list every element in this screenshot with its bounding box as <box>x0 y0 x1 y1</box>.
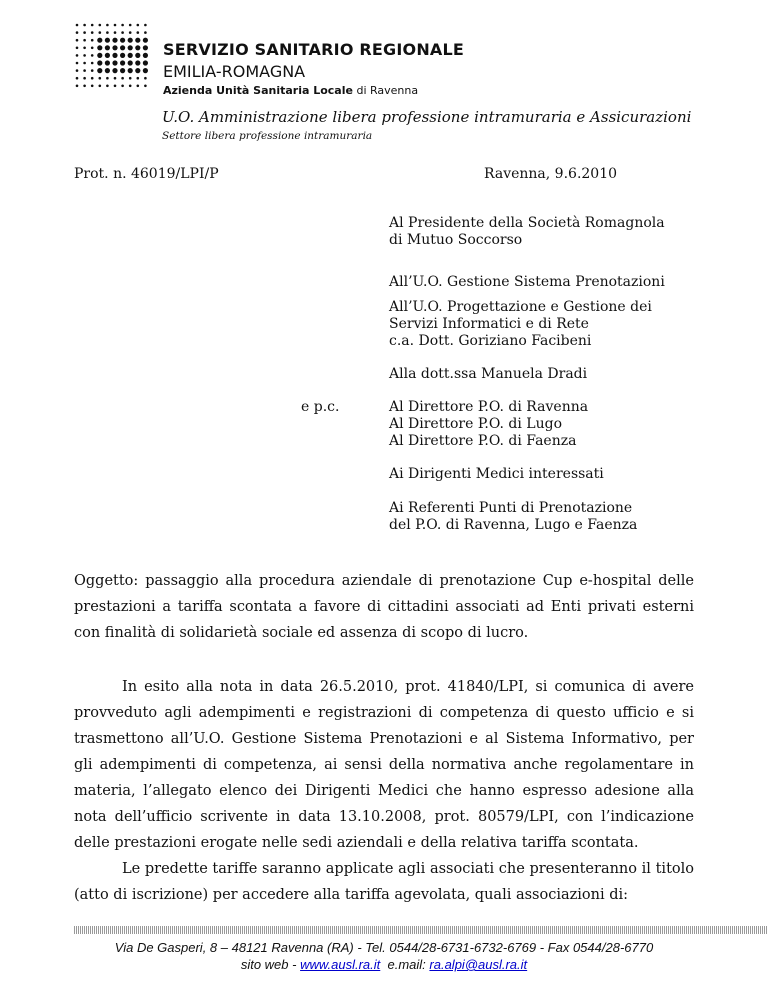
subject-line: Oggetto: passaggio alla procedura aziendale di prenotazione Cup e-hospital delle prestazioni a tariffa scontata a favore di cittadini associati ad Enti privati esterni con finalità di solidarietà sociale ed assenza di scopo di lucro. <box>74 573 694 641</box>
logo-dot <box>76 69 79 72</box>
logo-dot <box>121 85 124 88</box>
logo-dot <box>91 31 94 34</box>
logo-dot <box>99 31 102 34</box>
recipient-block: Ai Dirigenti Medici interessati <box>389 466 604 482</box>
footer-divider <box>74 926 768 934</box>
protocol-number: Prot. n. 46019/LPI/P <box>74 166 219 182</box>
logo-dot <box>129 31 132 34</box>
logo-dot <box>83 77 86 80</box>
logo-dot <box>121 31 124 34</box>
logo-dot <box>76 54 79 57</box>
logo-dot <box>128 60 133 65</box>
logo-dot <box>129 77 132 80</box>
logo-dot <box>83 31 86 34</box>
logo-dot <box>105 53 110 58</box>
logo-dot <box>144 85 147 88</box>
office-unit: U.O. Amministrazione libera professione intramuraria e Assicurazioni <box>162 108 692 126</box>
logo-dot <box>120 38 125 43</box>
cc-label: e p.c. <box>301 399 340 415</box>
logo-dot <box>105 45 110 50</box>
agency-name: Azienda Unità Sanitaria Locale di Ravenna <box>163 84 419 97</box>
logo-dot <box>97 68 102 73</box>
logo-dot <box>83 85 86 88</box>
logo-dot <box>97 45 102 50</box>
logo-dot <box>83 69 86 72</box>
logo-dot <box>76 47 79 50</box>
office-sector: Settore libera professione intramuraria <box>162 130 373 142</box>
logo-dot <box>76 77 79 80</box>
logo-dot <box>128 45 133 50</box>
logo-dot <box>143 68 148 73</box>
logo-dot <box>97 38 102 43</box>
logo-dot <box>112 60 117 65</box>
logo-dot <box>144 77 147 80</box>
logo-dot <box>91 69 94 72</box>
regional-health-logo <box>74 22 154 94</box>
logo-dot <box>76 85 79 88</box>
logo-dot <box>144 31 147 34</box>
logo-dot <box>143 53 148 58</box>
logo-dot <box>76 24 79 27</box>
logo-dot <box>83 39 86 42</box>
recipient-block: All’U.O. Gestione Sistema Prenotazioni <box>389 274 665 290</box>
logo-dot <box>143 45 148 50</box>
logo-dot <box>99 24 102 27</box>
logo-dot <box>91 62 94 65</box>
region-name: EMILIA-ROMAGNA <box>163 62 306 81</box>
logo-dot <box>97 53 102 58</box>
logo-dot <box>143 38 148 43</box>
logo-dot <box>114 24 117 27</box>
logo-dot <box>112 68 117 73</box>
body-paragraph: Le predette tariffe saranno applicate agli associati che presenteranno il titolo (atto di iscrizione) per accedere alla tariffa agevolata, quali associazioni di: <box>74 861 694 903</box>
logo-dot <box>128 38 133 43</box>
logo-dot <box>76 31 79 34</box>
logo-dot <box>91 54 94 57</box>
email-link[interactable]: ra.alpi@ausl.ra.it <box>429 957 528 972</box>
letter-date: Ravenna, 9.6.2010 <box>484 166 618 182</box>
logo-dot <box>128 68 133 73</box>
recipient-block: Ai Referenti Punti di Prenotazione del P.O. di Ravenna, Lugo e Faenza <box>389 500 638 533</box>
logo-dot <box>129 24 132 27</box>
logo-dot <box>83 24 86 27</box>
logo-dot <box>83 54 86 57</box>
logo-dot <box>137 24 140 27</box>
footer-address: Via De Gasperi, 8 – 48121 Ravenna (RA) - Tel. 0544/28-6731-6732-6769 - Fax 0544/28-6770 <box>114 940 654 955</box>
logo-dot <box>135 38 140 43</box>
logo-dot <box>135 68 140 73</box>
logo-dot <box>137 77 140 80</box>
logo-dot <box>128 53 133 58</box>
website-link[interactable]: www.ausl.ra.it <box>300 957 381 972</box>
logo-dot <box>106 31 109 34</box>
logo-dot <box>83 62 86 65</box>
logo-dot <box>91 39 94 42</box>
logo-dot <box>121 77 124 80</box>
logo-dot <box>143 60 148 65</box>
logo-dot <box>97 60 102 65</box>
logo-dot <box>135 60 140 65</box>
logo-dot <box>112 45 117 50</box>
logo-dot <box>106 24 109 27</box>
logo-dot <box>91 77 94 80</box>
body-paragraph: In esito alla nota in data 26.5.2010, prot. 41840/LPI, si comunica di avere provveduto agli adempimenti e registrazioni di competenza di questo ufficio e si trasmettono all’U.O. Gestione Sistema Prenotazioni e al Sistema Informativo, per gli adempimenti di competenza, ai sensi della normativa anche regolamentare in materia, l’allegato elenco dei Dirigenti Medici che hanno espresso adesione alla nota dell’ufficio scrivente in data 13.10.2008, prot. 80579/LPI, con l’indicazione delle prestazioni erogate nelle sedi aziendali e della relativa tariffa scontata. <box>74 679 694 851</box>
logo-dot <box>129 85 132 88</box>
logo-dot <box>112 53 117 58</box>
logo-dot <box>120 60 125 65</box>
recipient-block: Al Direttore P.O. di Ravenna Al Direttore P.O. di Lugo Al Direttore P.O. di Faenza <box>389 399 589 449</box>
logo-dot <box>76 62 79 65</box>
logo-dot <box>105 68 110 73</box>
logo-dot <box>144 24 147 27</box>
logo-dot <box>99 85 102 88</box>
footer-contacts: sito web - www.ausl.ra.it e.mail: ra.alpi@ausl.ra.it <box>240 957 528 972</box>
logo-dot <box>137 31 140 34</box>
logo-dot <box>120 53 125 58</box>
logo-dot <box>120 68 125 73</box>
logo-dot <box>99 77 102 80</box>
organization-name: SERVIZIO SANITARIO REGIONALE <box>163 40 465 59</box>
logo-dot <box>105 38 110 43</box>
logo-dot <box>135 53 140 58</box>
recipient-block: All’U.O. Progettazione e Gestione dei Servizi Informatici e di Rete c.a. Dott. Goriziano Facibeni <box>389 299 652 349</box>
logo-dot <box>91 85 94 88</box>
logo-dot <box>135 45 140 50</box>
logo-dot <box>137 85 140 88</box>
logo-dot <box>114 85 117 88</box>
logo-dot <box>83 47 86 50</box>
logo-dot <box>121 24 124 27</box>
logo-dot <box>91 24 94 27</box>
recipient-block: Al Presidente della Società Romagnola di Mutuo Soccorso <box>389 215 665 248</box>
logo-dot <box>91 47 94 50</box>
logo-dot <box>114 31 117 34</box>
logo-dot <box>106 77 109 80</box>
logo-dot <box>114 77 117 80</box>
logo-dot <box>105 60 110 65</box>
logo-dot <box>76 39 79 42</box>
logo-dot <box>120 45 125 50</box>
logo-dot <box>112 38 117 43</box>
logo-dot <box>106 85 109 88</box>
recipient-block: Alla dott.ssa Manuela Dradi <box>389 366 588 382</box>
